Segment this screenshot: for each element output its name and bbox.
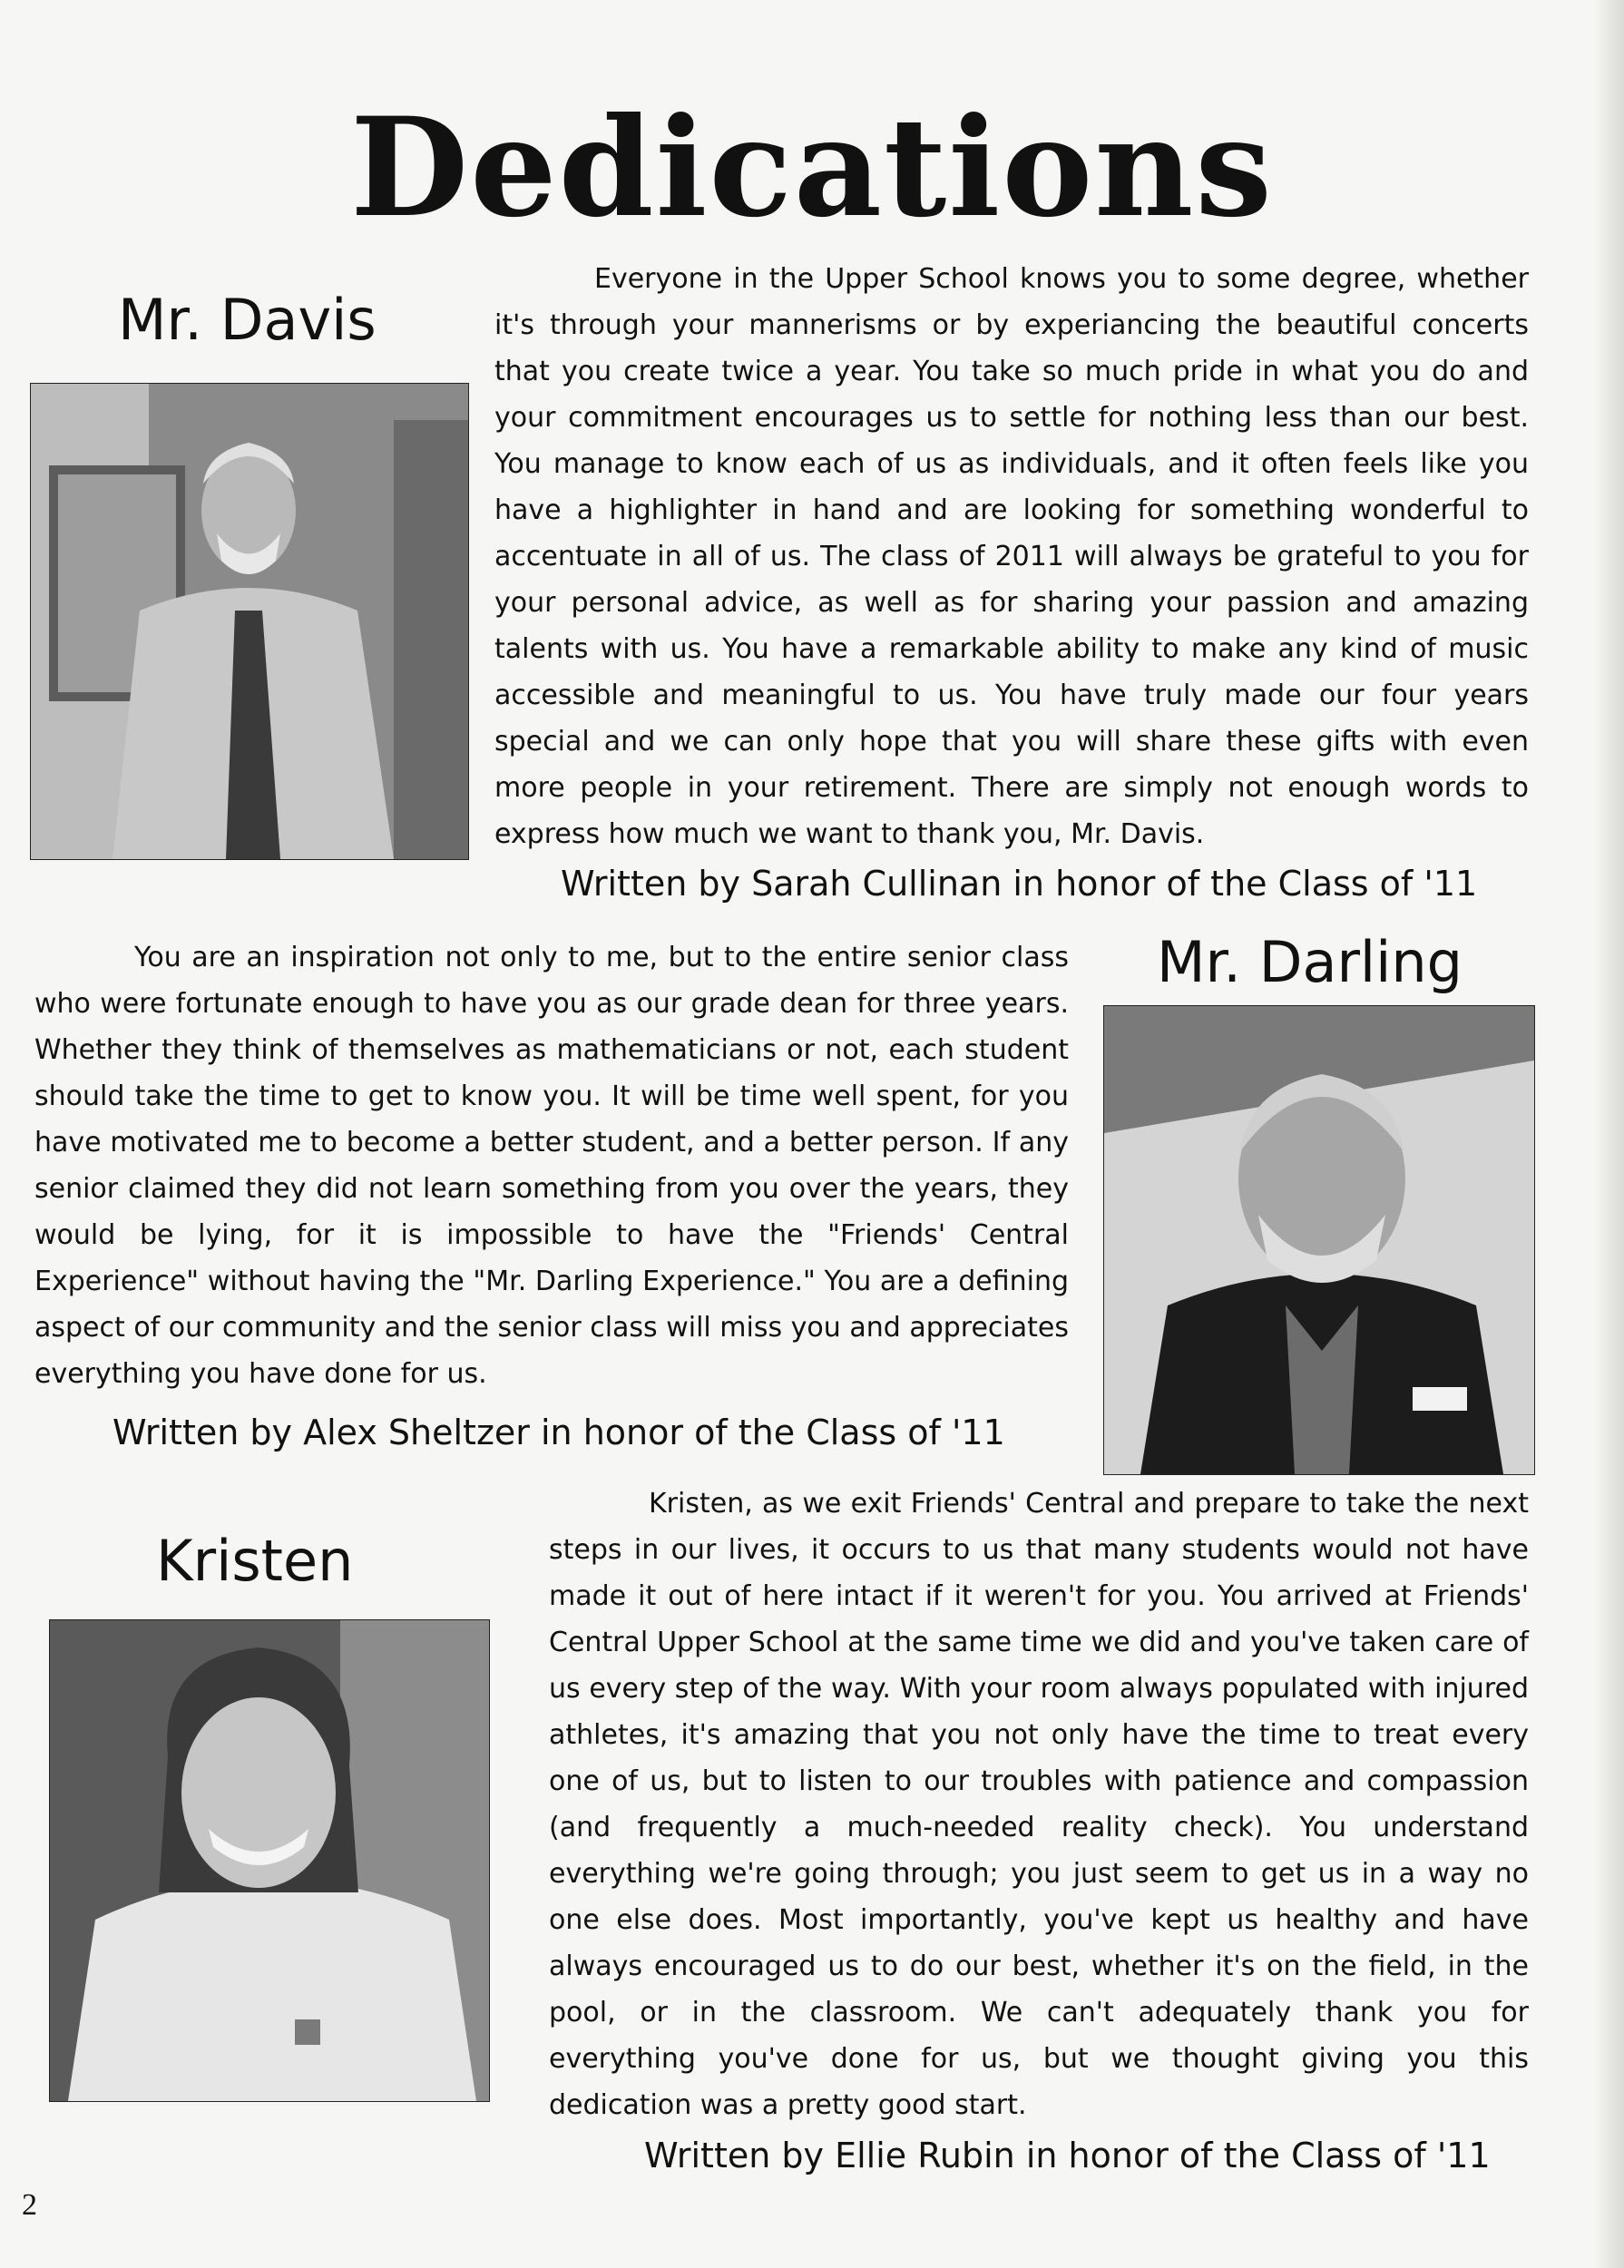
darling-dedication-text <box>34 934 1069 1397</box>
kristen-body: Kristen, as we exit Friends' Central and prepare to take the next steps in our lives, it occurs to us that many students would not have made it out of here intact if it weren't for you. You arrived at Friends' Central Upper School at the same time we did and you've taken care of us every step of the way. With your room always populated with injured athletes, it's amazing that you not only have the time to treat every one of us, but to listen to our troubles with patience and compassion (and frequently a much-needed reality check). You understand everything we're going through; you just seem to get us in a way no one else does. Most importantly, you've kept us healthy and have always encouraged us to do our best, whether it's on the field, in the pool, or in the classroom. We can't adequately thank you for everything you've done for us, but we thought giving you this dedication was a pretty good start. <box>549 1488 1529 2121</box>
kristen-name: Kristen <box>156 1528 354 1594</box>
darling-photo <box>1103 1005 1535 1475</box>
davis-name: Mr. Davis <box>118 287 377 353</box>
darling-byline: Written by Alex Sheltzer in honor of the Class of '11 <box>113 1413 1005 1452</box>
darling-body: You are an inspiration not only to me, but to the entire senior class who were fortunate enough to have you as our grade dean for three years. Whether they think of themselves as mathematicians or not, each student should take the time to get to know you. It will be time well spent, for you have motivated me to become a better student, and a better person. If any senior claimed they did not learn something from you over the years, they would be lying, for it is impossible to have the "Friends' Central Experience" without having the "Mr. Darling Experience." You are a defining aspect of our community and the senior class will miss you and appreciates everything you have done for us. <box>34 942 1069 1390</box>
page-number: 2 <box>22 2188 37 2222</box>
kristen-byline: Written by Ellie Rubin in honor of the Class of '11 <box>644 2136 1491 2175</box>
kristen-dedication-text <box>549 1481 1529 2128</box>
davis-body: Everyone in the Upper School knows you to some degree, whether it's through your mannerisms or by experiancing the beautiful concerts that you create twice a year. You take so much pride in what you do and your commitment encourages us to settle for nothing less than our best. You manage to know each of us as individuals, and it often feels like you have a highlighter in hand and are looking for something wonderful to accentuate in all of us. The class of 2011 will always be grateful to you for your personal advice, as well as for sharing your passion and amazing talents with us. You have a remarkable ability to make any kind of music accessible and meaningful to us. You have truly made our four years special and we can only hope that you will share these gifts with even more people in your retirement. There are simply not enough words to express how much we want to thank you, Mr. Davis. <box>494 263 1529 850</box>
darling-name: Mr. Darling <box>1157 929 1463 995</box>
page-title: Dedications <box>350 88 1274 248</box>
davis-byline: Written by Sarah Cullinan in honor of the Class of '11 <box>561 864 1478 904</box>
davis-photo <box>30 383 469 860</box>
davis-dedication-text <box>494 256 1529 857</box>
page-spine-shadow <box>1593 0 1624 2268</box>
kristen-photo <box>49 1619 490 2102</box>
